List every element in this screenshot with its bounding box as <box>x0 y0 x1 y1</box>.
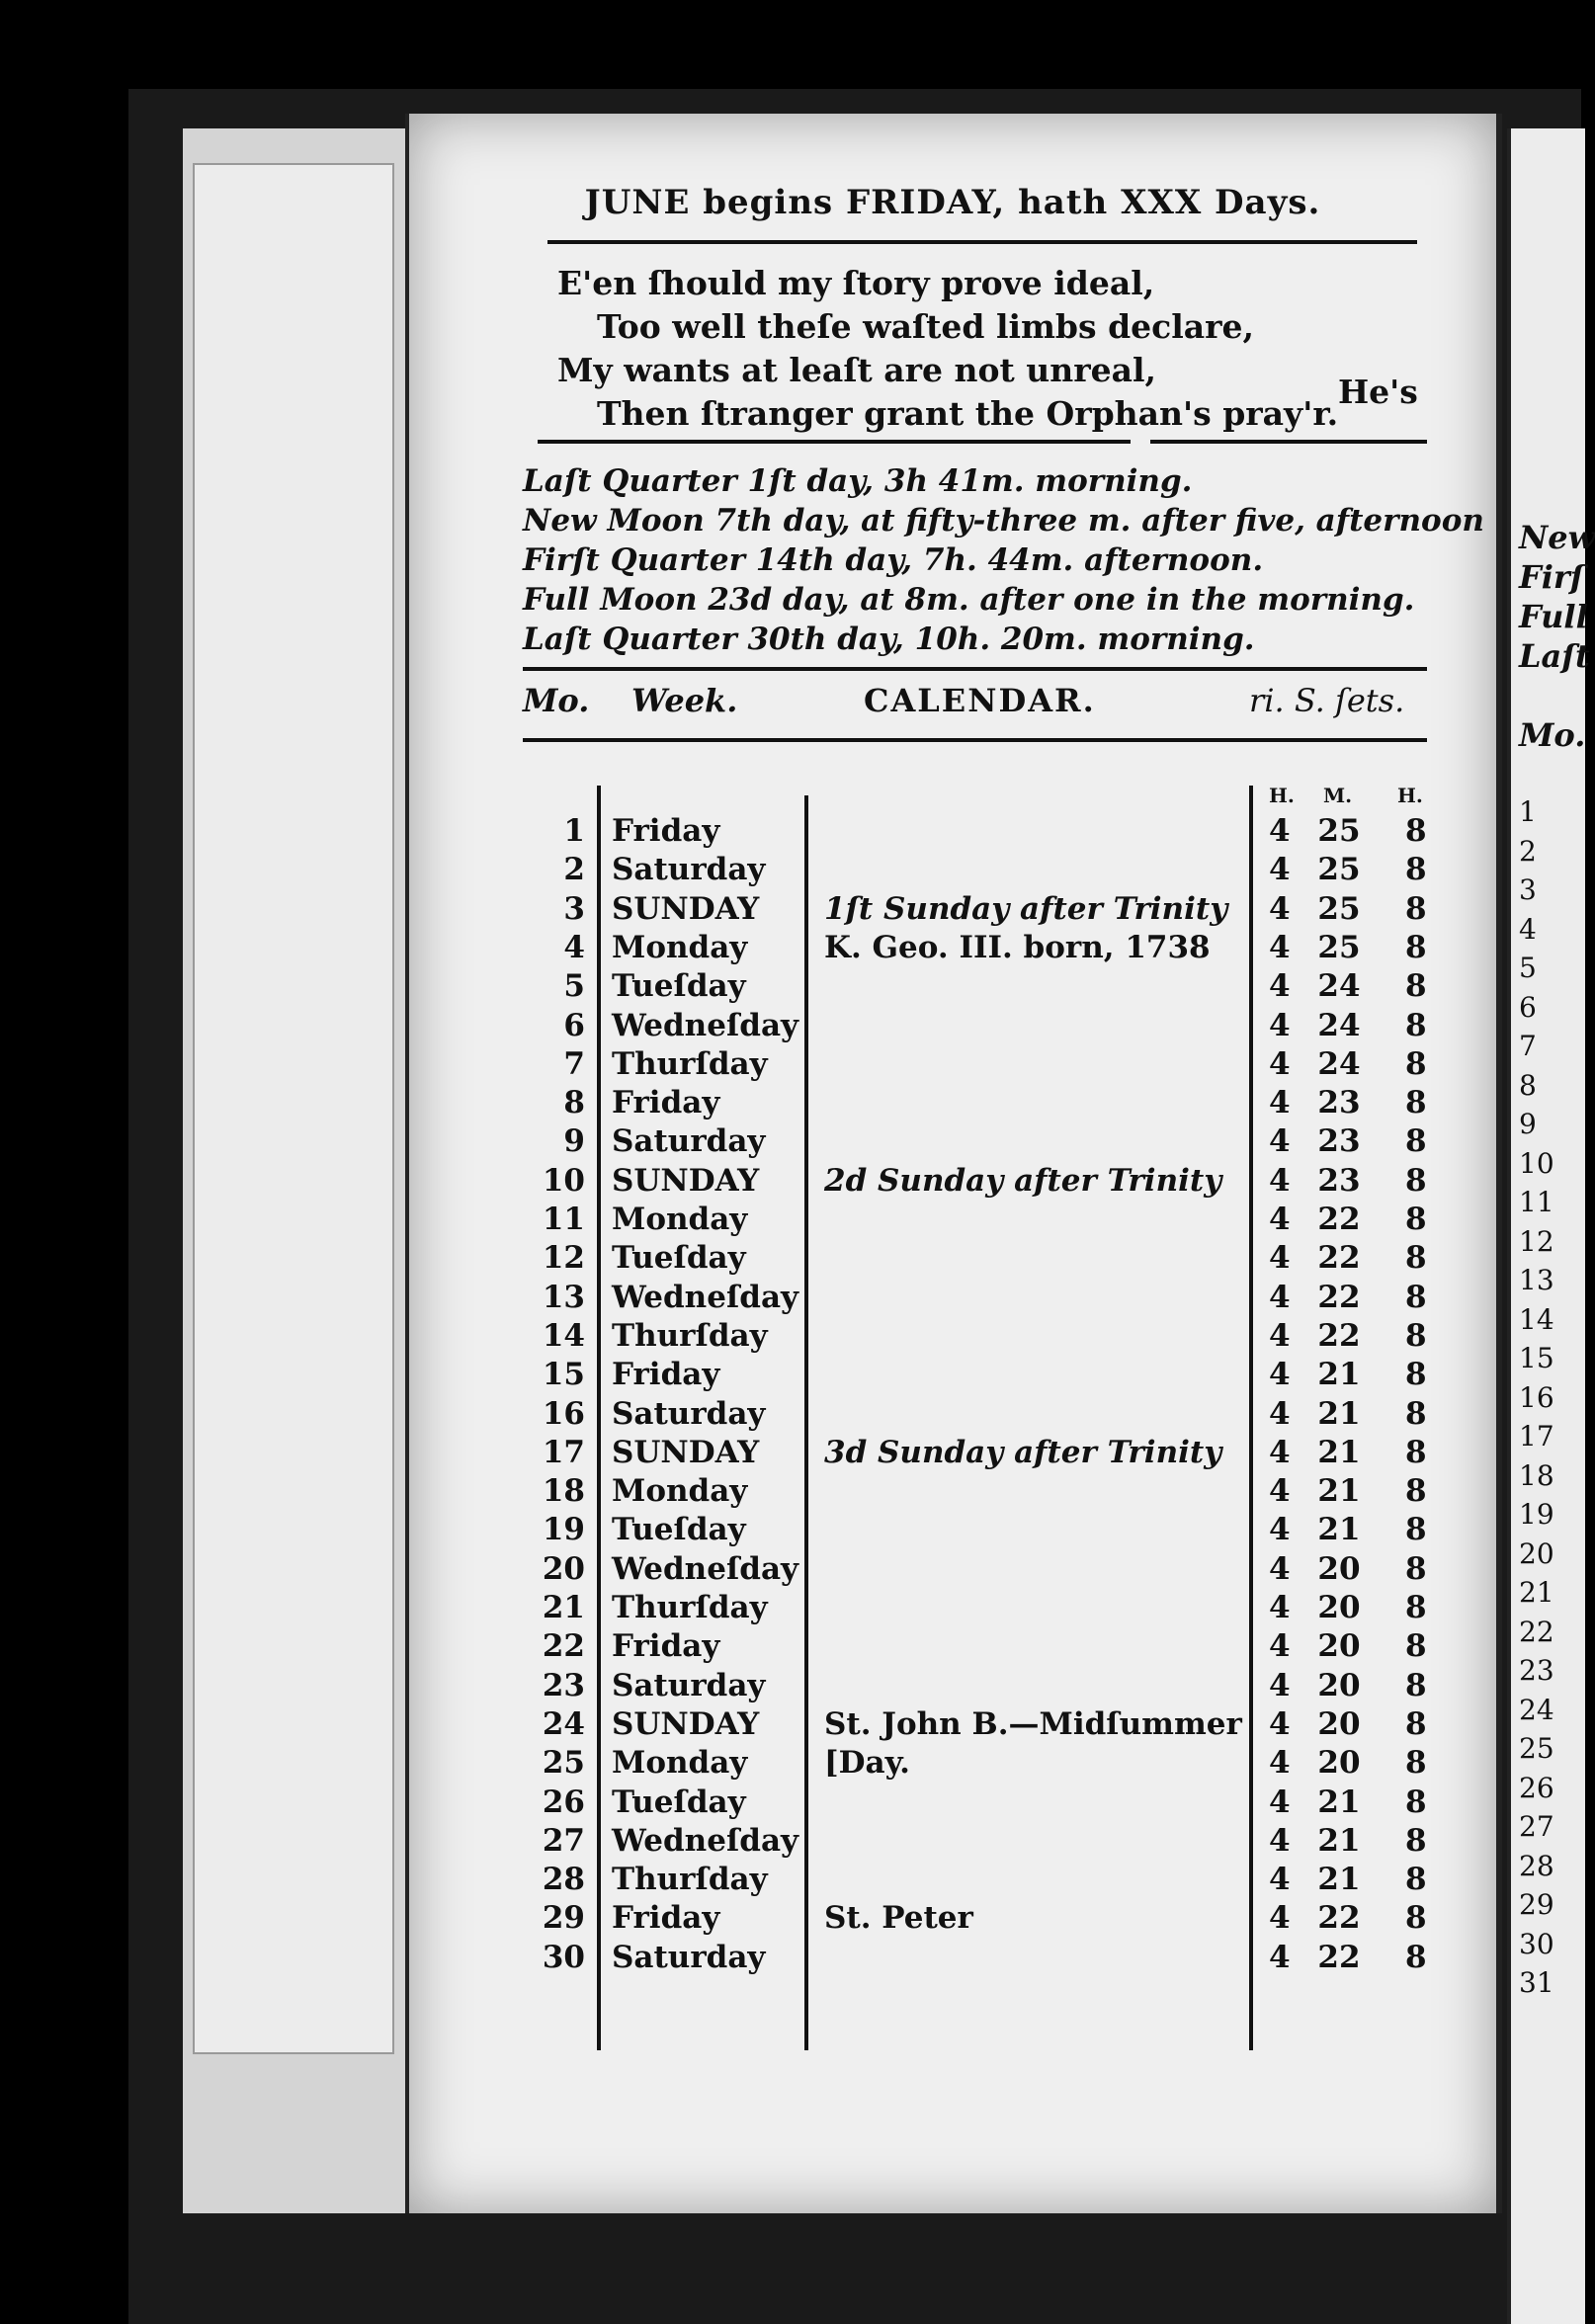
next-page-day-number: 7 <box>1519 1030 1537 1062</box>
weekday: Monday <box>612 929 748 965</box>
table-row <box>409 1280 1496 1318</box>
table-row <box>409 1123 1496 1162</box>
sunrise-hour: 4 <box>1269 1900 1291 1937</box>
sunset-hour: 8 <box>1405 1123 1427 1160</box>
sunset-hour: 8 <box>1405 1667 1427 1703</box>
next-page-day-number: 10 <box>1519 1146 1554 1180</box>
day-number: 20 <box>542 1550 585 1587</box>
sunrise-minute: 23 <box>1317 1123 1361 1160</box>
sunset-hour: 8 <box>1405 1279 1427 1315</box>
sunset-hour: 8 <box>1405 1705 1427 1742</box>
table-row <box>409 1628 1496 1667</box>
title-rule <box>547 240 1417 244</box>
table-row <box>409 891 1496 930</box>
sunset-hour: 8 <box>1405 1007 1427 1043</box>
next-page-day-number: 26 <box>1519 1771 1554 1804</box>
sunrise-minute: 20 <box>1317 1705 1361 1742</box>
sunset-hour: 8 <box>1405 1822 1427 1859</box>
sunset-hour: 8 <box>1405 890 1427 927</box>
day-number: 17 <box>542 1434 585 1470</box>
sunset-hour: 8 <box>1405 1317 1427 1354</box>
table-row <box>409 1396 1496 1435</box>
sunrise-hour: 4 <box>1269 1395 1291 1432</box>
hours-label: H. <box>1269 784 1295 807</box>
sunrise-hour: 4 <box>1269 1279 1291 1315</box>
next-page-day-number: 22 <box>1519 1615 1554 1648</box>
next-page-day-number: 2 <box>1519 834 1537 868</box>
sunrise-minute: 22 <box>1317 1317 1361 1354</box>
sunrise-hour: 4 <box>1269 1822 1291 1859</box>
sunset-hour: 8 <box>1405 1939 1427 1975</box>
almanac-page <box>405 114 1502 2213</box>
sunrise-minute: 25 <box>1317 813 1361 849</box>
sunrise-minute: 24 <box>1317 968 1361 1005</box>
left-page-edge <box>183 128 413 2213</box>
weekday: Tueſday <box>612 1784 746 1820</box>
sunrise-minute: 20 <box>1317 1590 1361 1625</box>
day-number: 21 <box>542 1590 585 1625</box>
table-row <box>409 1202 1496 1240</box>
header-rule <box>523 738 1427 742</box>
sunset-hour: 8 <box>1405 1745 1427 1782</box>
next-page-day-number: 6 <box>1519 990 1537 1024</box>
sunrise-minute: 22 <box>1317 1202 1361 1237</box>
weekday: Wedneſday <box>612 1550 799 1587</box>
next-page-day-number: 14 <box>1519 1302 1554 1336</box>
catchword: He's <box>1338 373 1418 411</box>
calendar-note: 2d Sunday after Trinity <box>824 1162 1222 1199</box>
sunrise-hour: 4 <box>1269 813 1291 849</box>
table-row <box>409 1590 1496 1628</box>
day-number: 2 <box>563 852 585 888</box>
moon-phase-line: Firſt Quarter 14th day, 7h. 44m. afternoon. <box>523 542 1264 578</box>
table-row <box>409 1940 1496 1978</box>
weekday: Tueſday <box>612 1512 746 1548</box>
next-page-day-number: 24 <box>1519 1693 1554 1726</box>
table-row <box>409 1862 1496 1900</box>
table-row <box>409 968 1496 1007</box>
next-page-day-number: 13 <box>1519 1264 1554 1296</box>
sunrise-hour: 4 <box>1269 1590 1291 1625</box>
table-row <box>409 1512 1496 1550</box>
sunrise-hour: 4 <box>1269 1434 1291 1470</box>
sunset-hour: 8 <box>1405 1590 1427 1625</box>
weekday: Friday <box>612 1900 720 1937</box>
weekday: Wedneſday <box>612 1822 799 1859</box>
day-number: 18 <box>542 1473 585 1510</box>
sunrise-minute: 23 <box>1317 1085 1361 1121</box>
table-row <box>409 1357 1496 1395</box>
table-row <box>409 1551 1496 1590</box>
sunrise-minute: 24 <box>1317 1045 1361 1082</box>
verse-line: E'en ſhould my ſtory prove ideal, <box>557 264 1155 302</box>
table-row <box>409 1706 1496 1745</box>
day-number: 24 <box>542 1705 585 1742</box>
sunrise-minute: 25 <box>1317 890 1361 927</box>
sunrise-hour: 4 <box>1269 1007 1291 1043</box>
sunrise-minute: 22 <box>1317 1279 1361 1315</box>
weekday: Friday <box>612 1357 720 1393</box>
sunset-hour: 8 <box>1405 813 1427 849</box>
table-row <box>409 1008 1496 1046</box>
calendar-note: St. Peter <box>824 1900 973 1937</box>
day-number: 3 <box>563 890 585 927</box>
sunrise-hour: 4 <box>1269 968 1291 1005</box>
sunset-hour: 8 <box>1405 852 1427 888</box>
next-page-day-number: 9 <box>1519 1108 1537 1140</box>
table-row <box>409 1900 1496 1939</box>
calendar-note: 1ſt Sunday after Trinity <box>824 890 1228 927</box>
day-number: 8 <box>563 1085 585 1121</box>
calendar-note: St. John B.—Midſummer <box>824 1705 1242 1742</box>
sunrise-minute: 21 <box>1317 1784 1361 1820</box>
weekday: Friday <box>612 1085 720 1121</box>
day-number: 29 <box>542 1900 585 1937</box>
day-number: 7 <box>563 1045 585 1082</box>
weekday: Thurſday <box>612 1045 768 1082</box>
sunset-hour: 8 <box>1405 1862 1427 1898</box>
table-row <box>409 1823 1496 1862</box>
next-page-day-number: 19 <box>1519 1498 1554 1531</box>
calendar-note: K. Geo. III. born, 1738 <box>824 929 1211 965</box>
sunset-hour: 8 <box>1405 1240 1427 1277</box>
next-page-mo-header: Mo. <box>1519 716 1586 754</box>
sunset-hour: 8 <box>1405 968 1427 1005</box>
next-page-day-number: 3 <box>1519 873 1537 906</box>
weekday: Saturday <box>612 852 766 888</box>
next-page-day-number: 11 <box>1519 1186 1554 1218</box>
sunset-hour: 8 <box>1405 1550 1427 1587</box>
day-number: 10 <box>542 1162 585 1199</box>
sunset-hour: 8 <box>1405 1784 1427 1820</box>
weekday: Friday <box>612 1628 720 1665</box>
day-number: 15 <box>542 1357 585 1393</box>
sunrise-minute: 20 <box>1317 1745 1361 1782</box>
sunrise-minute: 21 <box>1317 1357 1361 1393</box>
day-number: 12 <box>542 1240 585 1277</box>
weekday: SUNDAY <box>612 890 760 927</box>
sunset-hour: 8 <box>1405 929 1427 965</box>
day-number: 4 <box>563 929 585 965</box>
table-row <box>409 1435 1496 1473</box>
hours-label: H. <box>1397 784 1423 807</box>
sunrise-hour: 4 <box>1269 1473 1291 1510</box>
sunrise-hour: 4 <box>1269 1667 1291 1703</box>
column-header-sun: ri. S. ſets. <box>1249 682 1405 719</box>
weekday: Tueſday <box>612 1240 746 1277</box>
day-number: 16 <box>542 1395 585 1432</box>
next-page-day-number: 27 <box>1519 1810 1554 1843</box>
next-page-day-number: 20 <box>1519 1536 1554 1570</box>
weekday: SUNDAY <box>612 1434 760 1470</box>
sunset-hour: 8 <box>1405 1357 1427 1393</box>
sunset-hour: 8 <box>1405 1045 1427 1082</box>
verse-line: Too well theſe waſted limbs declare, <box>597 307 1255 346</box>
sunset-hour: 8 <box>1405 1395 1427 1432</box>
table-row <box>409 1046 1496 1085</box>
verse-block <box>557 262 1427 436</box>
day-number: 6 <box>563 1007 585 1043</box>
next-page-day-number: 21 <box>1519 1576 1554 1609</box>
day-number: 9 <box>563 1123 585 1160</box>
day-number: 23 <box>542 1667 585 1703</box>
table-row <box>409 1240 1496 1279</box>
next-page-day-number: 23 <box>1519 1654 1554 1687</box>
sunrise-hour: 4 <box>1269 1123 1291 1160</box>
sunrise-minute: 22 <box>1317 1939 1361 1975</box>
sunrise-minute: 21 <box>1317 1395 1361 1432</box>
day-number: 27 <box>542 1822 585 1859</box>
moon-phase-line: Laſt Quarter 1ſt day, 3h 41m. morning. <box>523 463 1193 499</box>
next-page-day-number: 4 <box>1519 912 1537 946</box>
sunset-hour: 8 <box>1405 1202 1427 1237</box>
sunrise-minute: 23 <box>1317 1162 1361 1199</box>
sunrise-hour: 4 <box>1269 1784 1291 1820</box>
next-page-day-number: 8 <box>1519 1068 1537 1102</box>
moon-phase-line: New Moon 7th day, at fifty-three m. after five, afternoon <box>523 503 1484 539</box>
column-header-calendar: CALENDAR. <box>864 682 1096 719</box>
day-number: 14 <box>542 1317 585 1354</box>
sunrise-minute: 25 <box>1317 852 1361 888</box>
table-row <box>409 930 1496 968</box>
next-page-edge <box>1507 128 1595 2324</box>
weekday: Tueſday <box>612 968 746 1005</box>
table-row <box>409 1784 1496 1823</box>
sunrise-minute: 20 <box>1317 1628 1361 1665</box>
sunrise-minute: 20 <box>1317 1550 1361 1587</box>
sunset-hour: 8 <box>1405 1473 1427 1510</box>
sunrise-hour: 4 <box>1269 1357 1291 1393</box>
day-number: 30 <box>542 1939 585 1975</box>
weekday: Saturday <box>612 1939 766 1975</box>
next-page-day-number: 29 <box>1519 1888 1554 1921</box>
next-page-day-number: 31 <box>1519 1966 1554 1999</box>
table-row <box>409 813 1496 852</box>
weekday: Monday <box>612 1473 748 1510</box>
moon-rule <box>523 667 1427 671</box>
day-number: 28 <box>542 1862 585 1898</box>
sunset-hour: 8 <box>1405 1900 1427 1937</box>
moon-phase-line: Laſt Quarter 30th day, 10h. 20m. morning. <box>523 622 1255 657</box>
sunrise-hour: 4 <box>1269 1550 1291 1587</box>
sunset-hour: 8 <box>1405 1434 1427 1470</box>
weekday: Thurſday <box>612 1590 768 1625</box>
weekday: Monday <box>612 1745 748 1782</box>
weekday: Wedneſday <box>612 1007 799 1043</box>
sunrise-minute: 21 <box>1317 1473 1361 1510</box>
day-number: 22 <box>542 1628 585 1665</box>
day-number: 13 <box>542 1279 585 1315</box>
verse-line: Then ſtranger grant the Orphan's pray'r. <box>597 394 1339 433</box>
sunrise-hour: 4 <box>1269 1705 1291 1742</box>
sunrise-minute: 20 <box>1317 1667 1361 1703</box>
weekday: SUNDAY <box>612 1705 760 1742</box>
next-page-day-number: 15 <box>1519 1342 1554 1374</box>
next-page-day-number: 1 <box>1519 795 1537 828</box>
weekday: Saturday <box>612 1123 766 1160</box>
sunset-hour: 8 <box>1405 1085 1427 1121</box>
weekday: Thurſday <box>612 1317 768 1354</box>
weekday: Friday <box>612 813 720 849</box>
minutes-label: M. <box>1323 784 1353 807</box>
next-page-moon-word: Full <box>1519 598 1588 635</box>
next-page-moon-word: Laſt <box>1519 637 1590 675</box>
page-title: JUNE begins FRIDAY, hath XXX Days. <box>584 183 1321 222</box>
sunrise-hour: 4 <box>1269 852 1291 888</box>
verse-rule-right <box>1150 440 1427 444</box>
sunrise-minute: 22 <box>1317 1900 1361 1937</box>
sunrise-hour: 4 <box>1269 1512 1291 1548</box>
sunrise-minute: 22 <box>1317 1240 1361 1277</box>
table-row <box>409 1163 1496 1202</box>
moon-phase-line: Full Moon 23d day, at 8m. after one in the morning. <box>523 582 1415 618</box>
weekday: Saturday <box>612 1667 766 1703</box>
verse-line: My wants at leaſt are not unreal, <box>557 351 1157 389</box>
sunrise-hour: 4 <box>1269 1162 1291 1199</box>
sunrise-hour: 4 <box>1269 1745 1291 1782</box>
day-number: 26 <box>542 1784 585 1820</box>
table-row <box>409 1085 1496 1123</box>
left-page-inner <box>193 163 394 2054</box>
sunrise-minute: 21 <box>1317 1434 1361 1470</box>
sunrise-hour: 4 <box>1269 1202 1291 1237</box>
next-page-day-number: 5 <box>1519 952 1537 984</box>
weekday: Thurſday <box>612 1862 768 1898</box>
sunrise-minute: 21 <box>1317 1512 1361 1548</box>
sunset-hour: 8 <box>1405 1512 1427 1548</box>
next-page-day-number: 28 <box>1519 1849 1554 1882</box>
sunset-hour: 8 <box>1405 1628 1427 1665</box>
sunrise-hour: 4 <box>1269 1628 1291 1665</box>
weekday: Wedneſday <box>612 1279 799 1315</box>
calendar-note: [Day. <box>824 1745 910 1782</box>
sunrise-hour: 4 <box>1269 1085 1291 1121</box>
next-page-day-number: 17 <box>1519 1420 1554 1452</box>
column-header-mo: Mo. <box>523 682 590 719</box>
table-row <box>409 1668 1496 1706</box>
day-number: 11 <box>542 1202 585 1237</box>
day-number: 25 <box>542 1745 585 1782</box>
sunrise-minute: 24 <box>1317 1007 1361 1043</box>
sunrise-hour: 4 <box>1269 1939 1291 1975</box>
weekday: SUNDAY <box>612 1162 760 1199</box>
table-row <box>409 1318 1496 1357</box>
sunset-hour: 8 <box>1405 1162 1427 1199</box>
table-row <box>409 852 1496 890</box>
verse-rule-left <box>538 440 1131 444</box>
sunrise-hour: 4 <box>1269 1240 1291 1277</box>
weekday: Saturday <box>612 1395 766 1432</box>
next-page-day-number: 18 <box>1519 1458 1554 1492</box>
moon-phases <box>523 461 1484 659</box>
sunrise-minute: 25 <box>1317 929 1361 965</box>
day-number: 19 <box>542 1512 585 1548</box>
next-page-moon-word: Firſ <box>1519 558 1584 596</box>
column-header-week: Week. <box>631 682 738 719</box>
calendar-note: 3d Sunday after Trinity <box>824 1434 1222 1470</box>
day-number: 5 <box>563 968 585 1005</box>
next-page-day-number: 16 <box>1519 1380 1554 1414</box>
sunrise-minute: 21 <box>1317 1822 1361 1859</box>
day-number: 1 <box>563 813 585 849</box>
table-row <box>409 1473 1496 1512</box>
sunrise-hour: 4 <box>1269 1862 1291 1898</box>
sunrise-hour: 4 <box>1269 929 1291 965</box>
sunrise-minute: 21 <box>1317 1862 1361 1898</box>
next-page-day-number: 12 <box>1519 1224 1554 1258</box>
sunrise-hour: 4 <box>1269 1045 1291 1082</box>
sunrise-hour: 4 <box>1269 1317 1291 1354</box>
next-page-day-number: 30 <box>1519 1927 1554 1960</box>
table-row <box>409 1745 1496 1784</box>
sunrise-hour: 4 <box>1269 890 1291 927</box>
next-page-moon-word: New <box>1519 519 1595 556</box>
weekday: Monday <box>612 1202 748 1237</box>
next-page-day-number: 25 <box>1519 1732 1554 1765</box>
